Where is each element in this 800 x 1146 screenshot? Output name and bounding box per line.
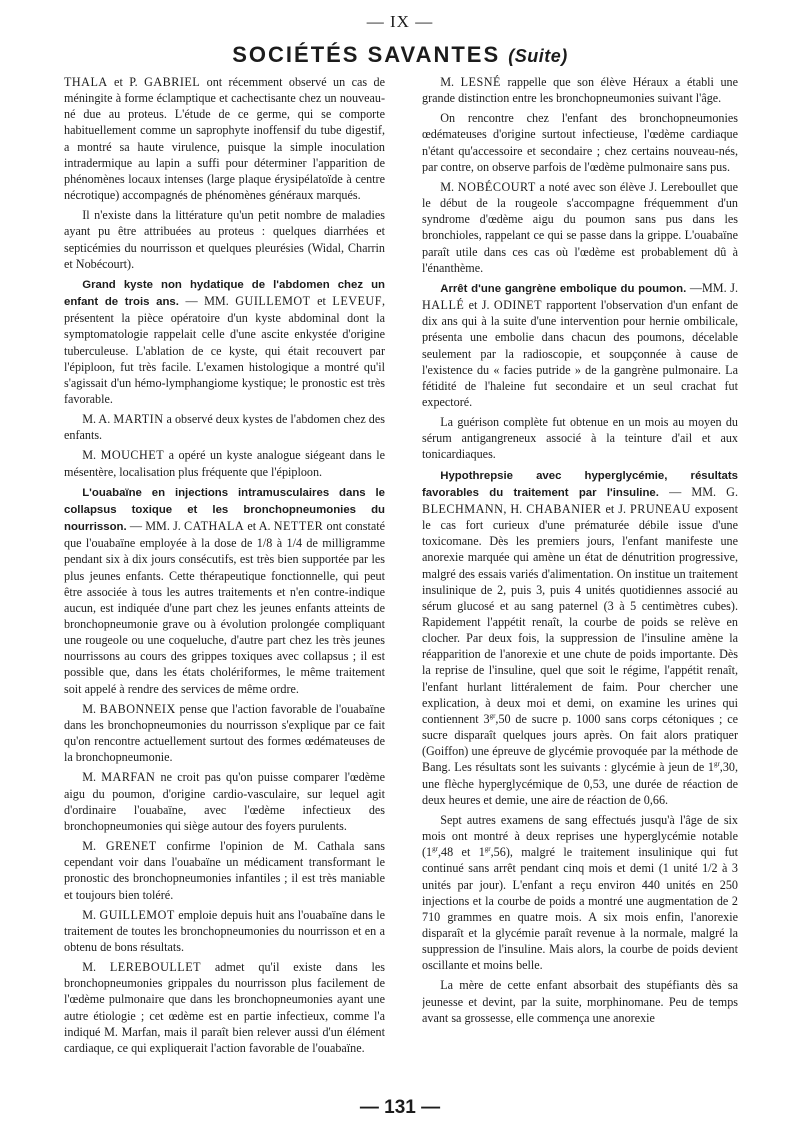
page-number: — 131 —: [359, 1097, 441, 1118]
text: ,48 et 1: [437, 845, 485, 860]
author-name: LEREBOULLET: [109, 960, 202, 975]
author-name: MARFAN: [101, 770, 156, 785]
author-name: MARTIN: [113, 412, 164, 427]
article-heading: Hypothrepsie avec hyperglycémie, résultats favorables du traitement par l'insuline.: [422, 469, 738, 499]
article-heading: Grand kyste non hydatique de l'abdomen chez un enfant de trois ans.: [64, 278, 385, 309]
text: , H.: [503, 501, 527, 516]
paragraph: [64, 769, 385, 834]
text: ont constaté que l'ouabaïne employée à la dose de 1/8 à 1/4 de milligramme pendant six à dix jours consécutifs, est très bien supportée par les plus jeunes enfants. Cette thérapeutique fonctionnelle, qui peut être associée à tous les autres traitements et n'en contre-indique aucun, est indiquée d'une part chez les jeunes enfants atteints de bronchopneumonie grave ou à évolution prolongée compliquant une rougeole ou une coqueluche, d'autre part chez les très jeunes nourrissons au cours des grippes toxiques avec collapsus ; il est possible que, dans les états cholériformes, le même traitement soit appelé à rendre des services de même ordre.: [64, 519, 385, 696]
left-column: [64, 74, 385, 1104]
author-name: GRENET: [105, 839, 157, 854]
text: M.: [440, 179, 458, 194]
text: ,30, une flèche hyperglycémique de 0,53, une durée de réaction de deux heures et demie, une aire de réaction de 0,66.: [422, 760, 738, 807]
text: M.: [82, 770, 102, 785]
unit-superscript: gr: [432, 845, 438, 854]
text: et: [310, 294, 333, 309]
author-name: THALA: [64, 75, 108, 89]
author-name: NOBÉCOURT: [457, 179, 536, 194]
text: confirme l'opinion de M. Cathala sans cependant voir dans l'ouabaïne un médicament transformant le pronostic des bronchopneumonies infantiles ; il est très maniable et toujours bien toléré.: [64, 839, 385, 902]
text: M.: [82, 701, 100, 716]
author-name: PRUNEAU: [630, 501, 691, 516]
paragraph: La mère de cette enfant absorbait des stupéfiants dès sa jeunesse et devint, par la suite, morphinomane. Peu de temps avant sa grossesse, elle commença une anorexie: [422, 978, 738, 1025]
roman-page-number: — IX —: [366, 12, 434, 31]
text: M.: [440, 75, 461, 89]
text: a opéré un kyste analogue siégeant dans le mésentère, localisation plus fréquente que l'épiploon.: [64, 448, 385, 479]
text: rapportent l'observation d'un enfant de dix ans qui à la suite d'une intervention pour hernie ombilicale, présenta une embolie dans chacun des poumons, décelable seulement par la radioscopie, et soupçonnée à cause de l'existence du « facies putride » de la gangrène pulmonaire. La fétidité de l'haleine fut secondaire et un seul crachat fut expectoré.: [422, 298, 738, 409]
author-name: GUILLEMOT: [235, 294, 311, 309]
text: ,50 de sucre p. 1000 sans corps cétoniques ; ce sucre disparaît quelques jours après. On fait alors pratiquer (Goiffon) une épreuve de glycémie provoquée par la méthode de Bang. Les résultats sont les suivants : glycémie à jeun de 1: [422, 711, 738, 775]
paragraph: [64, 907, 385, 955]
text: M.: [82, 448, 101, 463]
unit-superscript: gr: [713, 760, 720, 769]
section-title-suite: (Suite): [508, 46, 568, 66]
paragraph: [422, 280, 738, 410]
text: a noté avec son élève J. Lereboullet que le début de la rougeole s'accompagne fréquemment d'un syndrome d'œdème aigu du poumon sans pus dans les bronchioles, rappelant ce qui se passe dans la grippe. L'ouabaïne paraît utile dans ces cas où l'œdème est probablement dû à l'énanthème.: [422, 179, 738, 275]
paragraph: [64, 276, 385, 407]
paragraph: [64, 959, 385, 1056]
unit-superscript: gr: [489, 711, 496, 720]
text: admet qu'il existe dans les bronchopneumonies grippales du nourrisson plus facilement de l'œdème pulmonaire que dans les bronchopneumonies ayant une autre étiologie ; cet œdème est en partie infectieux, comme l'a indiqué M. Marfan, mais il paraît bien relever aussi d'un élément cardiaque, ce qui expliquerait l'action favorable de l'ouabaïne.: [64, 960, 385, 1055]
paragraph: Il n'existe dans la littérature qu'un petit nombre de maladies ayant pu être attribuées au proteus : quelques diarrhées et septicémies du nourrisson et quelques pleurésies (Widal, Charrin et Nobécourt).: [64, 208, 385, 271]
paragraph: [64, 447, 385, 479]
author-name: NETTER: [273, 519, 324, 534]
text: M. A.: [82, 412, 114, 427]
paragraph: [64, 411, 385, 443]
text: Sept autres examens de sang effectués jusqu'à l'âge de six mois ont montré à deux reprises une hyperglycémie notable (1: [422, 812, 738, 860]
paragraph: On rencontre chez l'enfant des bronchopneumonies œdémateuses d'origine surtout infectieuse, l'œdème cardiaque n'étant qu'accessoire et secondaire ; chez certains nouveau-nés, par contre, on observe parfois de l'œdème pulmonaire sans pus.: [422, 111, 738, 174]
author-name: CATHALA: [184, 519, 245, 534]
paragraph: [422, 467, 738, 808]
section-title-text: SOCIÉTÉS SAVANTES: [232, 42, 501, 67]
author-name: ODINET: [493, 298, 543, 313]
author-name: GUILLEMOT: [99, 907, 175, 922]
paragraph: La guérison complète fut obtenue en un mois au moyen du sérum antigangreneux associé à la teinture d'ail et aux tonicardiaques.: [422, 415, 738, 462]
author-name: HALLÉ: [422, 298, 465, 313]
text: — MM. G.: [658, 484, 738, 499]
author-name: BABONNEIX: [99, 701, 176, 716]
text: M.: [82, 907, 100, 922]
text: M.: [82, 960, 110, 975]
article-heading: L'ouabaïne en injections intramusculaires dans le collapsus toxique et les bronchopneumonies du nourrisson.: [64, 486, 385, 534]
article-heading: Arrêt d'une gangrène embolique du poumon.: [440, 282, 687, 295]
text: emploie depuis huit ans l'ouabaïne dans le traitement de toutes les bronchopneumonies du nourrisson et en a obtenu de bons résultats.: [64, 907, 385, 954]
author-name: BLECHMANN: [422, 501, 504, 516]
paragraph: [422, 179, 738, 276]
text: et J.: [601, 501, 630, 516]
paragraph: [64, 74, 385, 203]
paragraph: [422, 812, 738, 974]
author-name: MOUCHET: [100, 448, 165, 463]
paragraph: [64, 701, 385, 766]
text: ne croit pas qu'on puisse comparer l'œdème aigu du poumon, d'origine cardio-vasculaire, sur lequel agit d'ordinaire l'ouabaïne, avec l'œdème infectieux des bronchopneumonies qui siège autour des foyers purulents.: [64, 770, 385, 833]
author-name: CHABANIER: [526, 501, 602, 516]
text: et J.: [464, 298, 494, 313]
text: , présentent la pièce opératoire d'un kyste abdominal dont la symptomatologie rappelait celle d'une ascite enkystée d'origine tuberculeuse. L'ablation de ce kyste, qui était recouvert par l'épiploon, fut très facile. L'examen histologique a montré qu'il s'agissait d'un hémo-lymphangiome kystique; le pronostic est très favorable.: [64, 294, 385, 406]
author-name: LEVEUF: [332, 294, 382, 309]
text: — MM.: [178, 294, 236, 309]
author-name: LESNÉ: [460, 75, 501, 89]
text: a observé deux kystes de l'abdomen chez des enfants.: [64, 412, 385, 443]
right-column: [422, 74, 738, 1104]
unit-superscript: gr: [484, 845, 491, 854]
text: M.: [82, 839, 106, 854]
text: exposent le cas fort curieux d'une prématurée débile issue d'une toxicomane. Dès les premiers jours, l'enfant manifeste une anorexie marquée qui amène un état de dénutrition progressive, malgré des essais variés d'alimentation. On institue un traitement insulinique de 2, puis 3, puis 4 unités quotidiennes associé au sérum glucosé et au sang paternel (3 à 5 centimètres cubes). Rapidement l'appétit renaît, la courbe de poids se relève en clocher. Par deux fois, la suppression de l'insuline amène la réapparition de l'anorexie et une chute de poids importante. Dès la reprise de l'insuline, quel que soit le régime, l'appétit renaît, l'enfant hurlant littéralement de faim. Pour chercher une explication, à deux moi et demi, on examine les urines qui contiennent 3: [422, 501, 738, 726]
text: — MM. J.: [126, 519, 185, 534]
text: pense que l'action favorable de l'ouabaïne dans les bronchopneumonies du nourrisson s'explique par ce fait qu'on rencontre actuellement surtout des formes œdémateuses de la bronchopneumonie.: [64, 701, 385, 765]
text: —MM. J.: [686, 280, 738, 295]
text: et A.: [244, 519, 274, 534]
text: et P.: [107, 75, 145, 89]
paragraph: [422, 74, 738, 106]
text: ont récemment observé un cas de méningite à forme éclamptique et cachectisante chez un nouveau-né due au proteus. L'étude de ce germe, qui se comporte habituellement comme un saprophyte inoffensif du tube digestif, a montré sa haute virulence, puisque la simple inoculation intradermique au lapin a suffi pour déterminer l'apparition de phénomènes locaux intenses (large plaque érysipélatoïde à centre nécrotique) accompagnés de phénomènes généraux marqués.: [64, 75, 385, 203]
paragraph: [64, 838, 385, 903]
text: ,56), malgré le traitement insulinique qui fut continué sans arrêt pendant cinq mois et demi (1 unité 1/2 à 3 unités par jour). L'enfant a reçu environ 440 unités en 250 injections et la courbe de poids a montré une augmentation de 2 710 grammes en quatre mois. A six mois enfin, l'anorexie disparaît et la glycémie paraît revenue à la normale, malgré la suppression de l'insuline. Mais alors, la courbe de poids devient oscillante et moins belle.: [422, 845, 738, 973]
section-title: [0, 42, 800, 68]
text: rappelle que son élève Héraux a établi une grande distinction entre les bronchopneumonies suivant l'âge.: [422, 75, 738, 106]
author-name: GABRIEL: [144, 75, 201, 89]
paragraph: [64, 484, 385, 697]
